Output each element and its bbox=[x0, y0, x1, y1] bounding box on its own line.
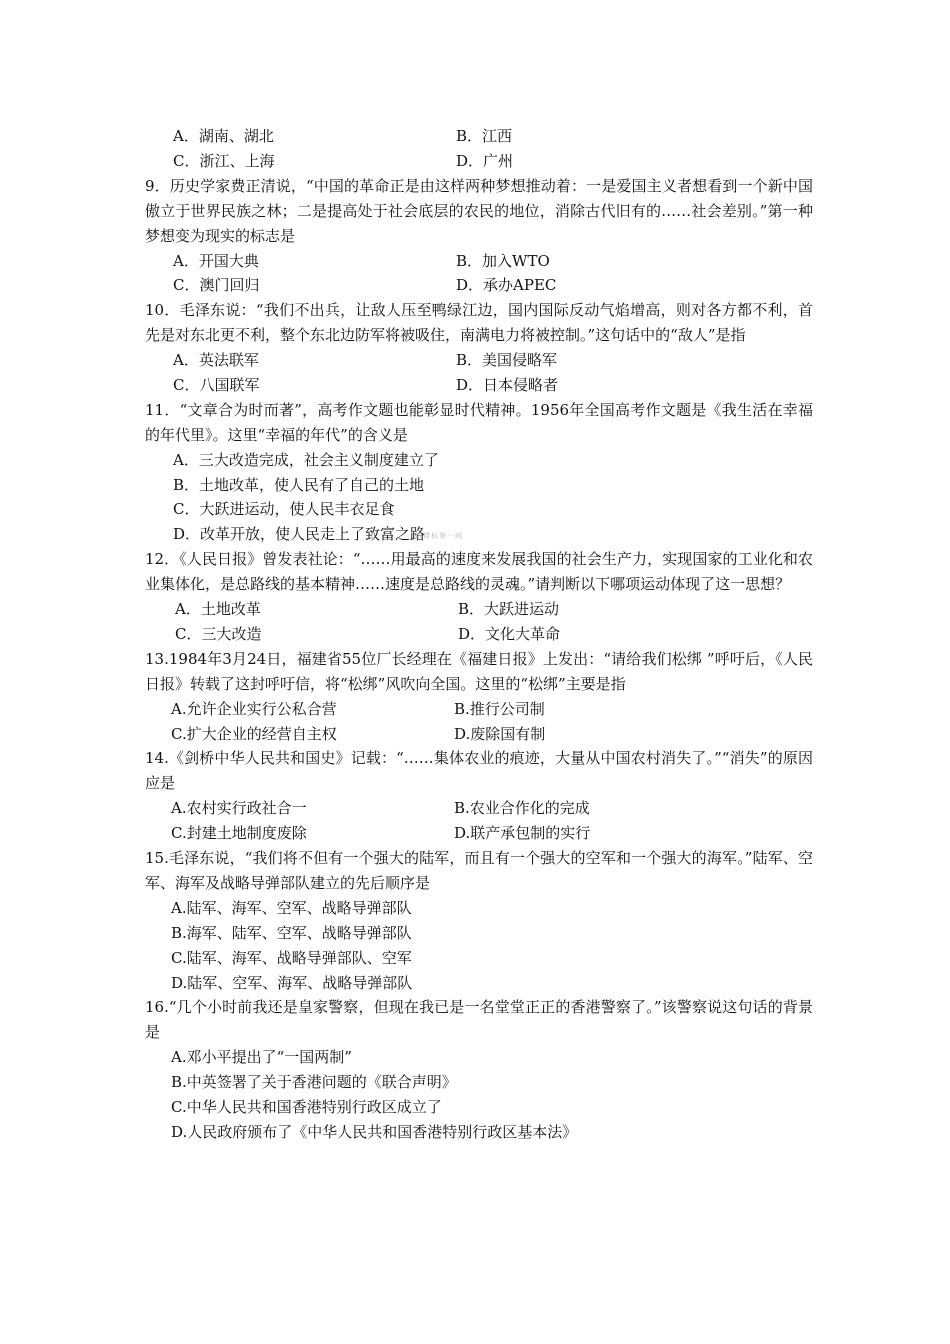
option: A．湖南、湖北 bbox=[173, 127, 274, 145]
option: D.废除国有制 bbox=[454, 724, 546, 743]
option: A．英法联军 bbox=[173, 351, 259, 370]
option: C．三大改造 bbox=[175, 624, 262, 643]
option: C．八国联军 bbox=[173, 375, 260, 394]
option-row bbox=[145, 249, 813, 274]
question-stem: 12．《人民日报》曾发表社论：“……用最高的速度来发展我国的社会生产力，实现国家的工业化和农业集体化，是总路线的基本精神……速度是总路线的灵魂。”请判断以下哪项运动体现了这一思想？ bbox=[145, 550, 813, 594]
option: D．承办APEC bbox=[456, 276, 557, 295]
option: B．土地改革，使人民有了自己的土地 bbox=[173, 475, 425, 494]
question-stem: 9．历史学家费正清说，“中国的革命正是由这样两种梦想推动着：一是爱国主义者想看到一个新中国傲立于世界民族之林；二是提高处于社会底层的农民的地位，消除古代旧有的……社会差别。”第一种梦想变为现实的标志是 bbox=[145, 176, 813, 245]
option: C.扩大企业的经营自主权 bbox=[171, 724, 337, 743]
option: C.中华人民共和国香港特别行政区成立了 bbox=[171, 1098, 442, 1116]
option: D.陆军、空军、海军、战略导弹部队 bbox=[171, 973, 413, 992]
option: D．广州 bbox=[456, 151, 514, 170]
option: B．江西 bbox=[456, 127, 513, 145]
option-row bbox=[145, 149, 813, 174]
option: A.邓小平提出了“一国两制” bbox=[171, 1048, 352, 1067]
option: B．加入WTO bbox=[456, 251, 550, 270]
question-stem: 15.毛泽东说，“我们将不但有一个强大的陆军，而且有一个强大的空军和一个强大的海军。”陆军、空军、海军及战略导弹部队建立的先后顺序是 bbox=[145, 849, 813, 892]
option: B．美国侵略军 bbox=[456, 351, 558, 370]
option-row bbox=[145, 821, 813, 846]
option: C.陆军、海军、战略导弹部队、空军 bbox=[171, 948, 412, 967]
option: D．改革开放，使人民走上了致富之路 bbox=[173, 525, 426, 544]
question-stem: 14.《剑桥中华人民共和国史》记载：“……集体农业的痕迹，大量从中国农村消失了。”“消失”的原因应是 bbox=[145, 749, 813, 793]
question-stem: 11．“文章合为时而著”，高考作文题也能彰显时代精神。1956年全国高考作文题是《我生活在幸福的年代里》。这里“幸福的年代”的含义是 bbox=[145, 400, 813, 444]
watermark: 新课标第一网 bbox=[415, 532, 463, 540]
option-row bbox=[145, 722, 813, 747]
question-stem: 16.“几个小时前我还是皇家警察，但现在我已是一名堂堂正正的香港警察了。”该警察说这句话的背景是 bbox=[145, 998, 813, 1042]
option: C．澳门回归 bbox=[173, 276, 260, 295]
option: A.陆军、海军、空军、战略导弹部队 bbox=[171, 898, 412, 917]
question-stem: 10．毛泽东说：“我们不出兵，让敌人压至鸭绿江边，国内国际反动气焰增高，则对各方都不利，首先是对东北更不利，整个东北边防军将被吸住，南满电力将被控制。”这句话中的“敌人”是指 bbox=[145, 301, 813, 345]
option: A．开国大典 bbox=[173, 251, 259, 270]
option: B.推行公司制 bbox=[454, 699, 545, 718]
option: B.中英签署了关于香港问题的《联合声明》 bbox=[171, 1073, 457, 1092]
option-row bbox=[145, 622, 813, 647]
option-row bbox=[145, 348, 813, 373]
option-row bbox=[145, 796, 813, 821]
option: A．三大改造完成，社会主义制度建立了 bbox=[173, 450, 439, 469]
option: D．日本侵略者 bbox=[456, 375, 559, 394]
option: A.农村实行政社合一 bbox=[171, 799, 307, 818]
option: D．文化大革命 bbox=[458, 624, 561, 643]
option: C．大跃进运动，使人民丰衣足食 bbox=[173, 500, 395, 519]
option-row bbox=[145, 373, 813, 398]
option-row bbox=[145, 273, 813, 298]
option: B.农业合作化的完成 bbox=[454, 799, 590, 818]
option: A.允许企业实行公私合营 bbox=[171, 699, 337, 718]
option: D.联产承包制的实行 bbox=[454, 824, 591, 843]
option: B．大跃进运动 bbox=[458, 600, 560, 619]
option: C．浙江、上海 bbox=[173, 151, 275, 170]
option: C.封建土地制度废除 bbox=[171, 824, 307, 843]
option-row bbox=[145, 124, 813, 149]
question-stem: 13.1984年3月24日，福建省55位厂长经理在《福建日报》上发出：“请给我们松绑 ”呼吁后，《人民日报》转载了这封呼吁信，将“松绑”风吹向全国。这里的“松绑”主要是指 bbox=[145, 649, 813, 693]
option: D.人民政府颁布了《中华人民共和国香港特别行政区基本法》 bbox=[171, 1122, 578, 1141]
option: A．土地改革 bbox=[175, 600, 261, 619]
option-row bbox=[145, 697, 813, 722]
exam-page bbox=[145, 124, 813, 1145]
option-row bbox=[145, 597, 813, 622]
option: B.海军、陆军、空军、战略导弹部队 bbox=[171, 923, 412, 942]
